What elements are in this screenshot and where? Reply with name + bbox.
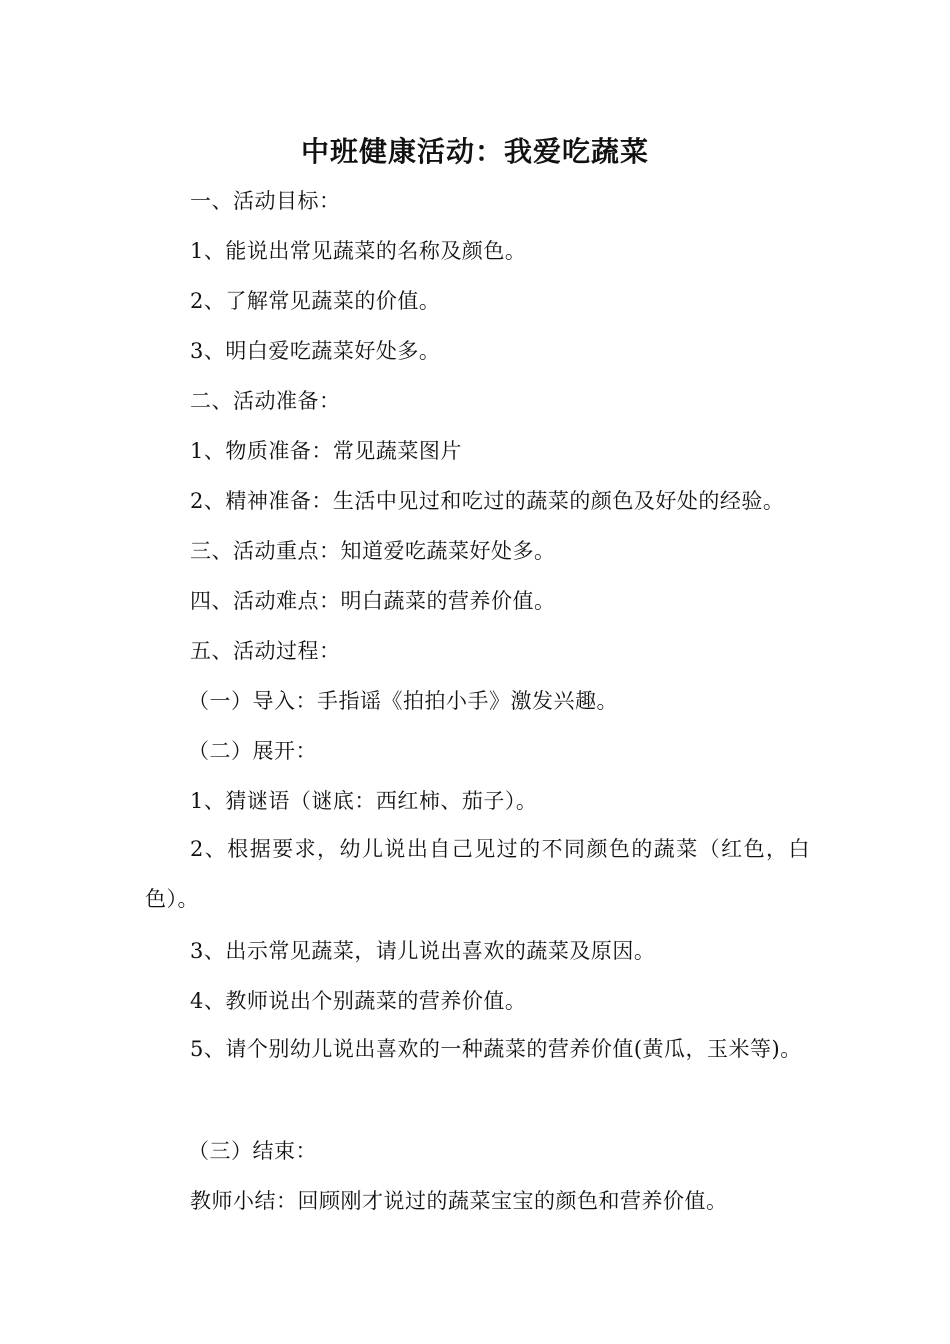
section-key-point: 三、活动重点：知道爱吃蔬菜好处多。 (190, 539, 556, 563)
process-step-4: 4、教师说出个别蔬菜的营养价值。 (190, 989, 527, 1013)
teacher-summary: 教师小结：回顾刚才说过的蔬菜宝宝的颜色和营养价值。 (190, 1189, 728, 1213)
process-step-5: 5、请个别幼儿说出喜欢的一种蔬菜的营养价值(黄瓜，玉米等)。 (190, 1037, 802, 1061)
section-difficulty: 四、活动难点：明白蔬菜的营养价值。 (190, 589, 556, 613)
process-step-1: 1、猜谜语（谜底：西红柿、茄子）。 (190, 789, 538, 813)
process-intro: （一）导入：手指谣《拍拍小手》激发兴趣。 (188, 689, 618, 713)
process-end-heading: （三）结束： (188, 1139, 317, 1163)
process-step-2: 2、根据要求，幼儿说出自己见过的不同颜色的蔬菜（红色，白色）。 (145, 837, 810, 911)
section-goals-heading: 一、活动目标： (190, 189, 341, 213)
goal-item-3: 3、明白爱吃蔬菜好处多。 (190, 339, 441, 363)
section-preparation-heading: 二、活动准备： (190, 389, 341, 413)
document-title: 中班健康活动：我爱吃蔬菜 (300, 135, 649, 168)
goal-item-2: 2、了解常见蔬菜的价值。 (190, 289, 441, 313)
preparation-item-2: 2、精神准备：生活中见过和吃过的蔬菜的颜色及好处的经验。 (190, 489, 785, 513)
process-expand-heading: （二）展开： (188, 739, 317, 763)
goal-item-1: 1、能说出常见蔬菜的名称及颜色。 (190, 239, 527, 263)
section-process-heading: 五、活动过程： (190, 639, 341, 663)
process-step-3: 3、出示常见蔬菜，请儿说出喜欢的蔬菜及原因。 (190, 939, 656, 963)
preparation-item-1: 1、物质准备：常见蔬菜图片 (190, 439, 462, 463)
